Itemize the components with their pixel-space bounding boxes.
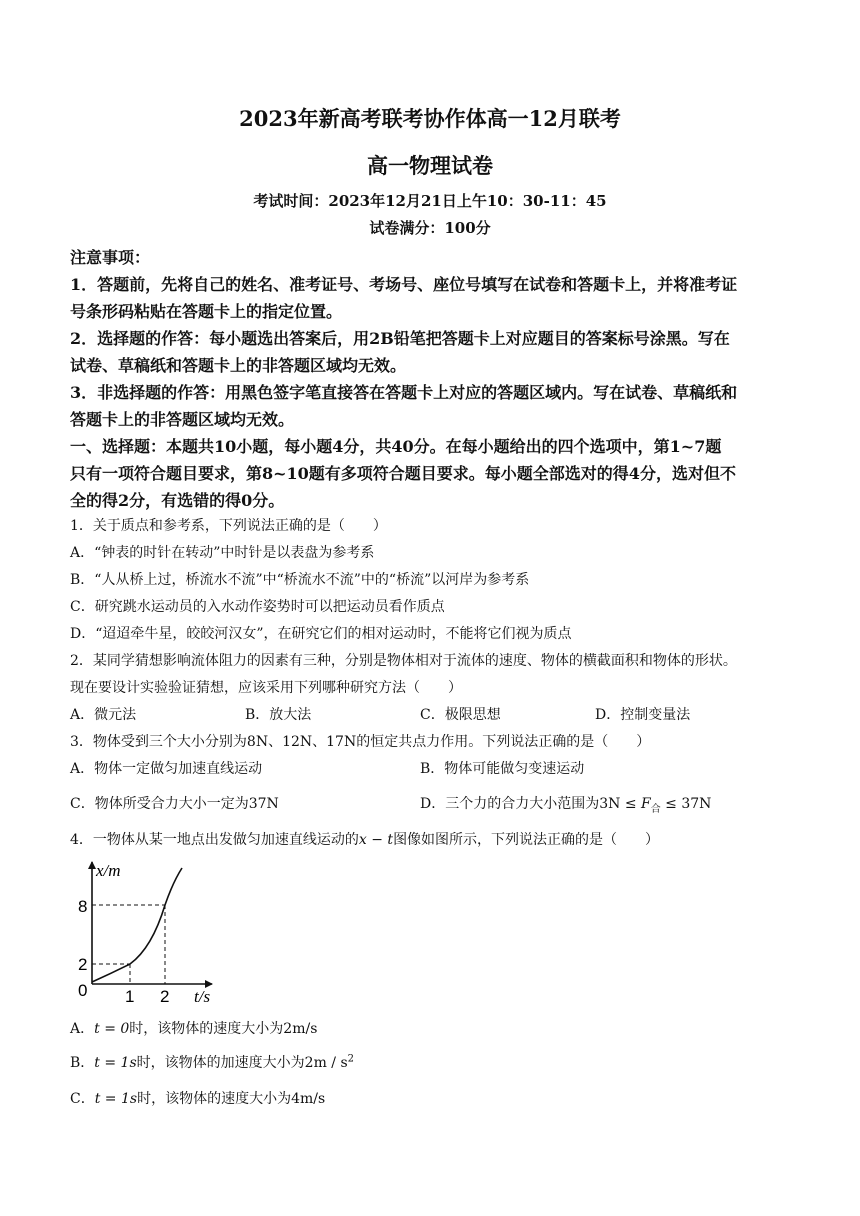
q3-stem: 3．物体受到三个大小分别为8N、12N、17N的恒定共点力作用。下列说法正确的是（ ） (70, 734, 651, 750)
y-axis-label: x/m (96, 861, 121, 880)
note-1-line-2: 号条形码粘贴在答题卡上的指定位置。 (70, 302, 343, 321)
exam-time: 考试时间：2023年12月21日上午10：30-11：45 (253, 192, 607, 210)
note-2-line-2: 试卷、草稿纸和答题卡上的非答题区域均无效。 (70, 356, 407, 375)
xt-curve (92, 868, 182, 982)
q1-option-b: B．“人从桥上过，桥流水不流”中“桥流水不流”中的“桥流”以河岸为参考系 (70, 572, 530, 588)
q4-option-c-eq: t = 1s (94, 1091, 138, 1107)
q4-xt-graph (74, 856, 224, 1006)
note-1-line-1: 1．答题前，先将自己的姓名、准考证号、考场号、座位号填写在试卷和答题卡上，并将准考证 (70, 275, 738, 294)
q4-option-b-eq: t = 1s (94, 1055, 137, 1071)
x-tick-2: 2 (160, 987, 170, 1006)
y-tick-8: 8 (78, 897, 88, 916)
x-tick-1: 1 (125, 987, 135, 1006)
q4-option-b-value: 2m / s (304, 1055, 348, 1071)
q4-option-b (70, 1052, 354, 1072)
x-axis-label: t/s (194, 987, 211, 1006)
note-2-line-1: 2．选择题的作答：每小题选出答案后，用2B铅笔把答题卡上对应题目的答案标号涂黑。写在 (70, 329, 730, 348)
note-3-line-1: 3．非选择题的作答：用黑色签字笔直接答在答题卡上对应的答题区域内。写在试卷、草稿纸和 (70, 383, 738, 402)
q3-option-b: B．物体可能做匀变速运动 (420, 761, 585, 777)
q3-option-d-suffix: ≤ 37N (660, 796, 712, 812)
y-tick-2: 2 (78, 955, 88, 974)
q4-option-a-letter: A． (70, 1021, 95, 1037)
q4-option-b-letter: B． (70, 1055, 95, 1071)
q3-option-a: A．物体一定做匀加速直线运动 (70, 761, 263, 777)
full-score: 试卷满分：100分 (369, 219, 491, 237)
q3-option-d-force: F (641, 796, 651, 812)
q4-option-c (70, 1088, 325, 1108)
q3-option-d (420, 793, 711, 815)
q1-option-a: A．“钟表的时针在转动”中时针是以表盘为参考系 (70, 545, 375, 561)
q2-option-b: B．放大法 (245, 707, 312, 723)
exam-title: 2023年新高考联考协作体高一12月联考 (239, 106, 621, 131)
q3-option-c: C．物体所受合力大小一定为37N (70, 796, 279, 812)
q1-stem: 1．关于质点和参考系，下列说法正确的是（ ） (70, 518, 387, 534)
q3-option-d-prefix: D．三个力的合力大小范围为3N ≤ (420, 796, 642, 812)
section-1-line-3: 全的得2分，有选错的得0分。 (70, 491, 285, 510)
q4-option-c-text: 时，该物体的速度大小为4m/s (137, 1091, 326, 1107)
q3-option-d-subscript: 合 (650, 803, 661, 815)
q1-option-c: C．研究跳水运动员的入水动作姿势时可以把运动员看作质点 (70, 599, 445, 615)
exam-subject: 高一物理试卷 (367, 153, 493, 178)
q2-stem-line-2: 现在要设计实验验证猜想，应该采用下列哪种研究方法（ ） (70, 680, 462, 696)
q2-option-d: D．控制变量法 (595, 707, 691, 723)
q2-option-c: C．极限思想 (420, 707, 501, 723)
q4-stem-suffix: 图像如图所示，下列说法正确的是（ ） (393, 832, 660, 848)
note-3-line-2: 答题卡上的非答题区域均无效。 (70, 410, 295, 429)
q4-option-a-eq: t = 0 (94, 1021, 130, 1037)
q4-stem-xt: x − t (358, 832, 394, 848)
q4-stem-prefix: 4．一物体从某一地点出发做匀加速直线运动的 (70, 832, 359, 848)
q4-option-b-exponent: 2 (347, 1053, 355, 1065)
q4-option-b-text: 时，该物体的加速度大小为 (136, 1055, 305, 1071)
section-1-line-2: 只有一项符合题目要求，第8~10题有多项符合题目要求。每小题全部选对的得4分，选对但不 (70, 464, 736, 483)
q4-option-a (70, 1018, 317, 1038)
section-1-line-1: 一、选择题：本题共10小题，每小题4分，共40分。在每小题给出的四个选项中，第1~7题 (70, 437, 722, 456)
q4-option-a-text: 时，该物体的速度大小为2m/s (129, 1021, 318, 1037)
q1-option-d: D．“迢迢牵牛星，皎皎河汉女”，在研究它们的相对运动时，不能将它们视为质点 (70, 626, 572, 642)
q4-option-c-letter: C． (70, 1091, 95, 1107)
q2-stem-line-1: 2．某同学猜想影响流体阻力的因素有三种，分别是物体相对于流体的速度、物体的横截面积和物体的形状。 (70, 653, 737, 669)
q4-stem (70, 829, 659, 849)
q2-option-a: A．微元法 (70, 707, 137, 723)
origin-label: 0 (78, 981, 88, 1000)
notes-heading: 注意事项： (70, 248, 151, 267)
